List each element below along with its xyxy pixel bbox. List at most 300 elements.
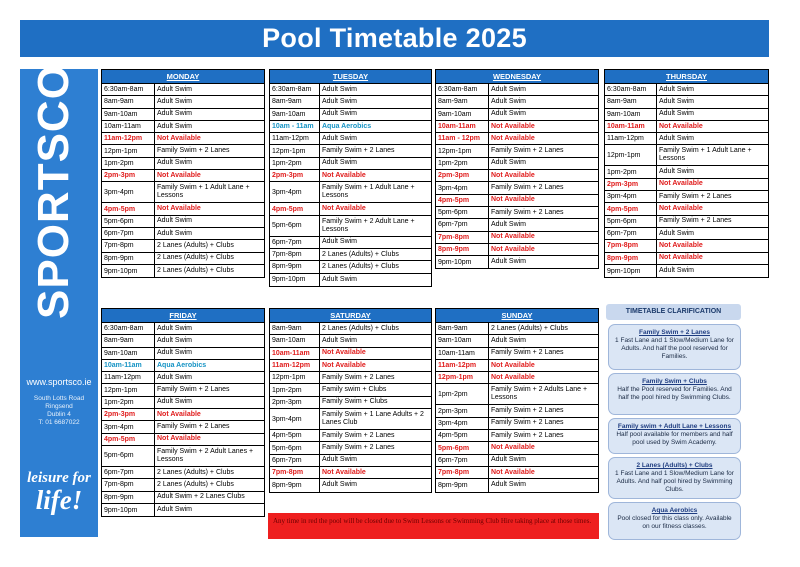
timetable-row (270, 216, 431, 237)
timetable-row (270, 455, 431, 467)
time-slot: 5pm-6pm (270, 442, 320, 453)
brand-website: www.sportsco.ie (26, 377, 92, 387)
activity: Adult Swim (157, 122, 193, 130)
time-slot: 3pm-4pm (270, 409, 320, 429)
activity: Adult Swim (157, 97, 193, 105)
time-slot: 3pm-4pm (436, 182, 489, 193)
time-slot: 8am-9am (270, 323, 320, 334)
clarification-text: 1 Fast Lane and 1 Slow/Medium Lane for Adults. And half pool hired by Swimming Clubs. (615, 470, 734, 493)
time-slot: 9pm-10pm (102, 265, 155, 277)
timetable-row (102, 96, 264, 108)
time-slot: 8pm-9pm (102, 253, 155, 264)
timetable-row (270, 170, 431, 182)
activity: Adult Swim (491, 110, 527, 118)
time-slot: 1pm-2pm (102, 158, 155, 169)
time-slot: 8am-9am (102, 335, 155, 346)
timetable-row (436, 372, 598, 384)
timetable-row (605, 145, 768, 166)
clarification-title: Family swim + Adult Lane + Lessons (617, 423, 732, 430)
timetable-row (102, 434, 264, 446)
time-slot: 8pm-9pm (102, 492, 155, 503)
timetable-row (270, 467, 431, 479)
timetable-row (605, 121, 768, 133)
activity: Family Swim + 2 Lanes (491, 147, 564, 155)
activity: Adult Swim (659, 168, 695, 176)
timetable-row (270, 430, 431, 442)
time-slot: 11am-12pm (270, 133, 320, 144)
day-header: MONDAY (102, 70, 264, 84)
time-slot: 3pm-4pm (102, 182, 155, 202)
timetable-row (270, 237, 431, 249)
timetable-row (436, 133, 598, 145)
time-slot: 9am-10am (270, 335, 320, 346)
timetable-row (270, 261, 431, 273)
time-slot: 5pm-6pm (436, 442, 489, 453)
activity: Adult Swim (157, 506, 193, 513)
timetable-row (102, 323, 264, 335)
time-slot: 6pm-7pm (436, 219, 489, 230)
time-slot: 9am-10am (605, 109, 657, 120)
activity: Not Available (491, 122, 535, 130)
time-slot: 11am-12pm (605, 133, 657, 144)
time-slot: 8am-9am (270, 96, 320, 107)
time-slot: 2pm-3pm (436, 170, 489, 181)
activity: Adult Swim (322, 481, 358, 489)
activity: Adult Swim (157, 373, 193, 381)
time-slot: 8pm-9pm (436, 479, 489, 491)
time-slot: 9am-10am (436, 109, 489, 120)
activity: Not Available (322, 171, 366, 179)
time-slot: 12pm-1pm (270, 372, 320, 383)
timetable-row (605, 253, 768, 265)
time-slot: 10am-11am (436, 121, 489, 132)
activity: Adult Swim (491, 456, 527, 464)
timetable-row (270, 182, 431, 203)
activity: 2 Lanes (Adults) + Clubs (322, 250, 399, 258)
activity: Not Available (491, 444, 535, 452)
time-slot: 1pm-2pm (436, 384, 489, 404)
activity: Not Available (157, 134, 201, 142)
time-slot: 2pm-3pm (270, 170, 320, 181)
brand-address (20, 395, 98, 427)
activity: Family Swim + 2 Lanes (659, 217, 732, 225)
activity: Adult Swim (157, 398, 193, 406)
activity: Adult Swim (322, 110, 358, 118)
timetable-row (436, 323, 598, 335)
timetable-row (436, 158, 598, 170)
activity: Adult Swim (659, 229, 695, 237)
timetable-row (102, 121, 264, 133)
activity: Adult Swim (157, 85, 193, 93)
time-slot: 7pm-8pm (102, 479, 155, 490)
activity: Not Available (659, 241, 703, 249)
timetable-row (436, 455, 598, 467)
time-slot: 12pm-1pm (436, 145, 489, 156)
time-slot: 8pm-9pm (436, 244, 489, 255)
time-slot: 6pm-7pm (605, 228, 657, 239)
clarification-title: Family Swim + Clubs (642, 378, 707, 385)
time-slot: 7pm-8pm (270, 467, 320, 478)
time-slot: 4pm-5pm (102, 434, 155, 445)
time-slot: 4pm-5pm (270, 430, 320, 441)
timetable-row (102, 492, 264, 504)
slogan-line-2: life! (35, 485, 83, 515)
activity: 2 Lanes (Adults) + Clubs (491, 324, 568, 332)
timetable-row (270, 479, 431, 491)
activity: 2 Lanes (Adults) + Clubs (157, 267, 234, 274)
timetable-row (102, 240, 264, 252)
time-slot: 9pm-10pm (102, 504, 155, 516)
clarification-title: 2 Lanes (Adults) + Clubs (636, 462, 713, 469)
time-slot: 6:30am-8am (270, 84, 320, 95)
clarification-title: Aqua Aerobics (651, 507, 698, 514)
timetable-row (102, 372, 264, 384)
clarification-title: Family Swim + 2 Lanes (639, 329, 710, 336)
time-slot: 12pm-1pm (605, 145, 657, 165)
activity: Not Available (491, 245, 535, 253)
time-slot: 4pm-5pm (270, 203, 320, 214)
activity: Aqua Aerobics (157, 361, 207, 369)
time-slot: 8pm-9pm (270, 479, 320, 491)
timetable-row (270, 384, 431, 396)
timetable-row (270, 409, 431, 430)
timetable-tuesday (269, 69, 432, 287)
timetable-row (436, 348, 598, 360)
activity: Not Available (491, 373, 535, 381)
activity: Adult Swim (659, 85, 695, 93)
timetable-row (436, 405, 598, 417)
timetable-row (436, 170, 598, 182)
activity: Adult Swim (157, 229, 193, 237)
time-slot: 3pm-4pm (270, 182, 320, 202)
timetable-row (102, 384, 264, 396)
activity: Adult Swim (322, 85, 358, 93)
timetable-row (270, 145, 431, 157)
address-line: South Lotts Road (33, 395, 85, 402)
timetable-row (436, 244, 598, 256)
activity: 2 Lanes (Adults) + Clubs (157, 480, 234, 488)
activity: Family Swim + 2 Lanes (491, 349, 564, 357)
clarification-heading: TIMETABLE CLARIFICATION (606, 304, 741, 320)
timetable-row (102, 109, 264, 121)
activity: Family Swim + 2 Lanes (322, 147, 395, 155)
timetable-row (436, 335, 598, 347)
activity: Adult Swim (157, 217, 193, 225)
day-header: THURSDAY (605, 70, 768, 84)
time-slot: 5pm-6pm (270, 216, 320, 236)
time-slot: 1pm-2pm (102, 397, 155, 408)
timetable-row (436, 96, 598, 108)
activity: Adult Swim (491, 258, 527, 266)
activity: Adult Swim (322, 97, 358, 105)
time-slot: 9pm-10pm (270, 274, 320, 286)
activity: Not Available (659, 122, 703, 130)
timetable-row (102, 170, 264, 182)
time-slot: 6pm-7pm (436, 455, 489, 466)
day-header: SUNDAY (436, 309, 598, 323)
time-slot: 2pm-3pm (605, 179, 657, 190)
address-line: Dublin 4 (47, 411, 71, 418)
timetable-row (102, 182, 264, 203)
timetable-row (605, 240, 768, 252)
timetable-row (270, 323, 431, 335)
time-slot: 5pm-6pm (605, 216, 657, 227)
activity: Family Swim + 1 Adult Lane + Lessons (157, 184, 250, 200)
address-phone: T: 01 6687022 (38, 419, 80, 426)
time-slot: 7pm-8pm (102, 240, 155, 251)
timetable-row (436, 121, 598, 133)
timetable-row (270, 84, 431, 96)
time-slot: 10am-11am (436, 348, 489, 359)
timetable-sunday (435, 308, 599, 493)
time-slot: 12pm-1pm (436, 372, 489, 383)
time-slot: 7pm-8pm (270, 249, 320, 260)
activity: Adult Swim (322, 456, 358, 464)
timetable-row (605, 96, 768, 108)
time-slot: 9am-10am (102, 348, 155, 359)
activity: Adult Swim (322, 275, 358, 283)
timetable-row (102, 253, 264, 265)
activity: Adult Swim + 2 Lanes Clubs (157, 493, 245, 501)
activity: Not Available (659, 180, 703, 188)
time-slot: 1pm-2pm (605, 166, 657, 177)
activity: 2 Lanes (Adults) + Clubs (157, 241, 234, 249)
activity: Family Swim + 2 Lanes (157, 147, 230, 155)
activity: Adult Swim (157, 110, 193, 118)
timetable-row (436, 219, 598, 231)
timetable-row (270, 133, 431, 145)
clarification-item (608, 418, 741, 454)
timetable-row (270, 96, 431, 108)
activity: Adult Swim (491, 481, 527, 489)
time-slot: 8am-9am (436, 96, 489, 107)
time-slot: 6pm-7pm (270, 237, 320, 248)
time-slot: 9am-10am (436, 335, 489, 346)
time-slot: 7pm-8pm (605, 240, 657, 251)
timetable-row (270, 109, 431, 121)
timetable-row (436, 418, 598, 430)
timetable-row (102, 409, 264, 421)
timetable-row (102, 360, 264, 372)
time-slot: 9am-10am (270, 109, 320, 120)
timetable-row (605, 166, 768, 178)
activity: Adult Swim (491, 336, 527, 344)
activity: Family Swim + 2 Lanes (491, 208, 564, 216)
time-slot: 10am-11am (102, 121, 155, 132)
time-slot: 10am - 11am (270, 121, 320, 132)
activity: Family Swim + 1 Lane Adults + 2 Lanes Club (322, 411, 424, 427)
timetable-row (270, 121, 431, 133)
timetable-row (436, 360, 598, 372)
time-slot: 11am-12pm (270, 360, 320, 371)
activity: Family Swim + 2 Adult Lanes + Lessons (157, 447, 254, 463)
time-slot: 8am-9am (102, 96, 155, 107)
time-slot: 6pm-7pm (102, 228, 155, 239)
time-slot: 5pm-6pm (102, 216, 155, 227)
timetable-row (102, 84, 264, 96)
activity: Adult Swim (322, 134, 358, 142)
activity: Adult Swim (491, 85, 527, 93)
day-header: WEDNESDAY (436, 70, 598, 84)
activity: Not Available (491, 171, 535, 179)
time-slot: 2pm-3pm (270, 397, 320, 408)
time-slot: 4pm-5pm (436, 430, 489, 441)
activity: Family Swim + 2 Lanes (322, 373, 395, 381)
time-slot: 2pm-3pm (102, 170, 155, 181)
timetable-row (102, 421, 264, 433)
activity: Family Swim + Clubs (322, 398, 388, 406)
activity: Not Available (491, 134, 535, 142)
timetable-row (605, 265, 768, 277)
activity: Family Swim + 2 Lanes (659, 192, 732, 200)
activity: Adult Swim (157, 349, 193, 357)
activity: Not Available (157, 205, 201, 213)
time-slot: 9pm-10pm (605, 265, 657, 277)
activity: Adult Swim (157, 159, 193, 167)
activity: Family Swim + 2 Lanes (322, 431, 395, 439)
timetable-row (102, 216, 264, 228)
address-line: Ringsend (45, 403, 73, 410)
activity: Not Available (157, 435, 201, 443)
activity: Adult Swim (491, 97, 527, 105)
activity: Family Swim + 2 Lanes (491, 419, 564, 427)
time-slot: 10am-11am (270, 348, 320, 359)
time-slot: 12pm-1pm (270, 145, 320, 156)
time-slot: 1pm-2pm (270, 158, 320, 169)
time-slot: 8am-9am (605, 96, 657, 107)
slogan-line-1: leisure for (27, 470, 91, 486)
time-slot: 9pm-10pm (436, 256, 489, 268)
clarification-text: Half the Pool reserved for Families. And half the pool hired by Swimming Clubs. (617, 386, 732, 401)
time-slot: 7pm-8pm (436, 467, 489, 478)
timetable-row (102, 158, 264, 170)
activity: Not Available (322, 361, 366, 369)
timetable-row (436, 430, 598, 442)
timetable-row (605, 179, 768, 191)
activity: Adult Swim (659, 97, 695, 105)
activity: Family Swim + 2 Adults Lane + Lessons (491, 386, 588, 402)
timetable-row (270, 203, 431, 215)
activity: Adult Swim (322, 336, 358, 344)
timetable-row (270, 335, 431, 347)
activity: Adult Swim (322, 238, 358, 246)
activity: Family Swim + 1 Adult Lane + Lessons (322, 184, 415, 200)
timetable-row (436, 256, 598, 268)
day-header: SATURDAY (270, 309, 431, 323)
activity: Not Available (659, 254, 703, 262)
time-slot: 2pm-3pm (436, 405, 489, 416)
time-slot: 6pm-7pm (102, 467, 155, 478)
activity: Family Swim + 1 Adult Lane + Lessons (659, 147, 752, 163)
activity: Not Available (322, 205, 366, 213)
time-slot: 6:30am-8am (605, 84, 657, 95)
activity: Adult Swim (659, 267, 695, 274)
time-slot: 7pm-8pm (436, 232, 489, 243)
activity: Adult Swim (659, 134, 695, 142)
activity: Family Swim + 2 Lanes (491, 431, 564, 439)
activity: Aqua Aerobics (322, 122, 372, 130)
timetable-row (436, 232, 598, 244)
activity: Family Swim + 2 Lanes (322, 444, 395, 452)
activity: Family Swim + 2 Lanes (491, 184, 564, 192)
timetable-row (102, 479, 264, 491)
clarification-item (608, 457, 741, 499)
time-slot: 1pm-2pm (436, 158, 489, 169)
timetable-row (102, 335, 264, 347)
timetable-row (436, 84, 598, 96)
time-slot: 11am-12pm (436, 360, 489, 371)
timetable-row (436, 467, 598, 479)
timetable-row (102, 467, 264, 479)
time-slot: 6:30am-8am (436, 84, 489, 95)
clarification-item (608, 373, 741, 415)
time-slot: 3pm-4pm (436, 418, 489, 429)
activity: Family Swim + 2 Lanes (491, 407, 564, 415)
timetable-wednesday (435, 69, 599, 269)
time-slot: 6:30am-8am (102, 323, 155, 334)
timetable-monday (101, 69, 265, 278)
time-slot: 1pm-2pm (270, 384, 320, 395)
timetable-row (436, 207, 598, 219)
timetable-row (605, 109, 768, 121)
brand-logo: SPORTSCO (29, 64, 78, 319)
brand-slogan (22, 467, 96, 515)
activity: Adult Swim (157, 336, 193, 344)
timetable-row (605, 133, 768, 145)
day-header: FRIDAY (102, 309, 264, 323)
timetable-row (102, 203, 264, 215)
time-slot: 11am-12pm (102, 372, 155, 383)
timetable-row (436, 195, 598, 207)
activity: Adult Swim (322, 159, 358, 167)
clarification-item (608, 502, 741, 540)
timetable-clarification (606, 304, 741, 542)
activity: Not Available (491, 233, 535, 241)
timetable-row (605, 84, 768, 96)
timetable-row (605, 228, 768, 240)
brand-sidebar (20, 64, 98, 537)
timetable-row (436, 442, 598, 454)
timetable-row (102, 397, 264, 409)
activity: Adult Swim (157, 324, 193, 332)
clarification-text: 1 Fast Lane and 1 Slow/Medium Lane for Adults. And half the pool reserved for Families. (615, 337, 734, 360)
activity: Not Available (491, 361, 535, 369)
timetable-saturday (269, 308, 432, 493)
activity: Not Available (322, 349, 366, 357)
timetable-row (102, 446, 264, 467)
timetable-row (436, 384, 598, 405)
time-slot: 8pm-9pm (605, 253, 657, 264)
activity: Not Available (659, 205, 703, 213)
timetable-row (102, 145, 264, 157)
closure-note: Any time in red the pool will be closed due to Swim Lessons or Swimming Club Hire taking place at those times. (268, 513, 599, 539)
time-slot: 3pm-4pm (605, 191, 657, 202)
timetable-row (436, 145, 598, 157)
activity: Not Available (322, 468, 366, 476)
timetable-row (270, 360, 431, 372)
timetable-row (270, 348, 431, 360)
timetable-row (605, 191, 768, 203)
time-slot: 8am-9am (436, 323, 489, 334)
timetable-row (436, 182, 598, 194)
timetable-row (102, 265, 264, 277)
activity: Family Swim + 2 Lanes (157, 423, 230, 431)
timetable-row (102, 133, 264, 145)
activity: 2 Lanes (Adults) + Clubs (322, 262, 399, 270)
timetable-row (270, 274, 431, 286)
time-slot: 10am-11am (102, 360, 155, 371)
timetable-row (605, 203, 768, 215)
